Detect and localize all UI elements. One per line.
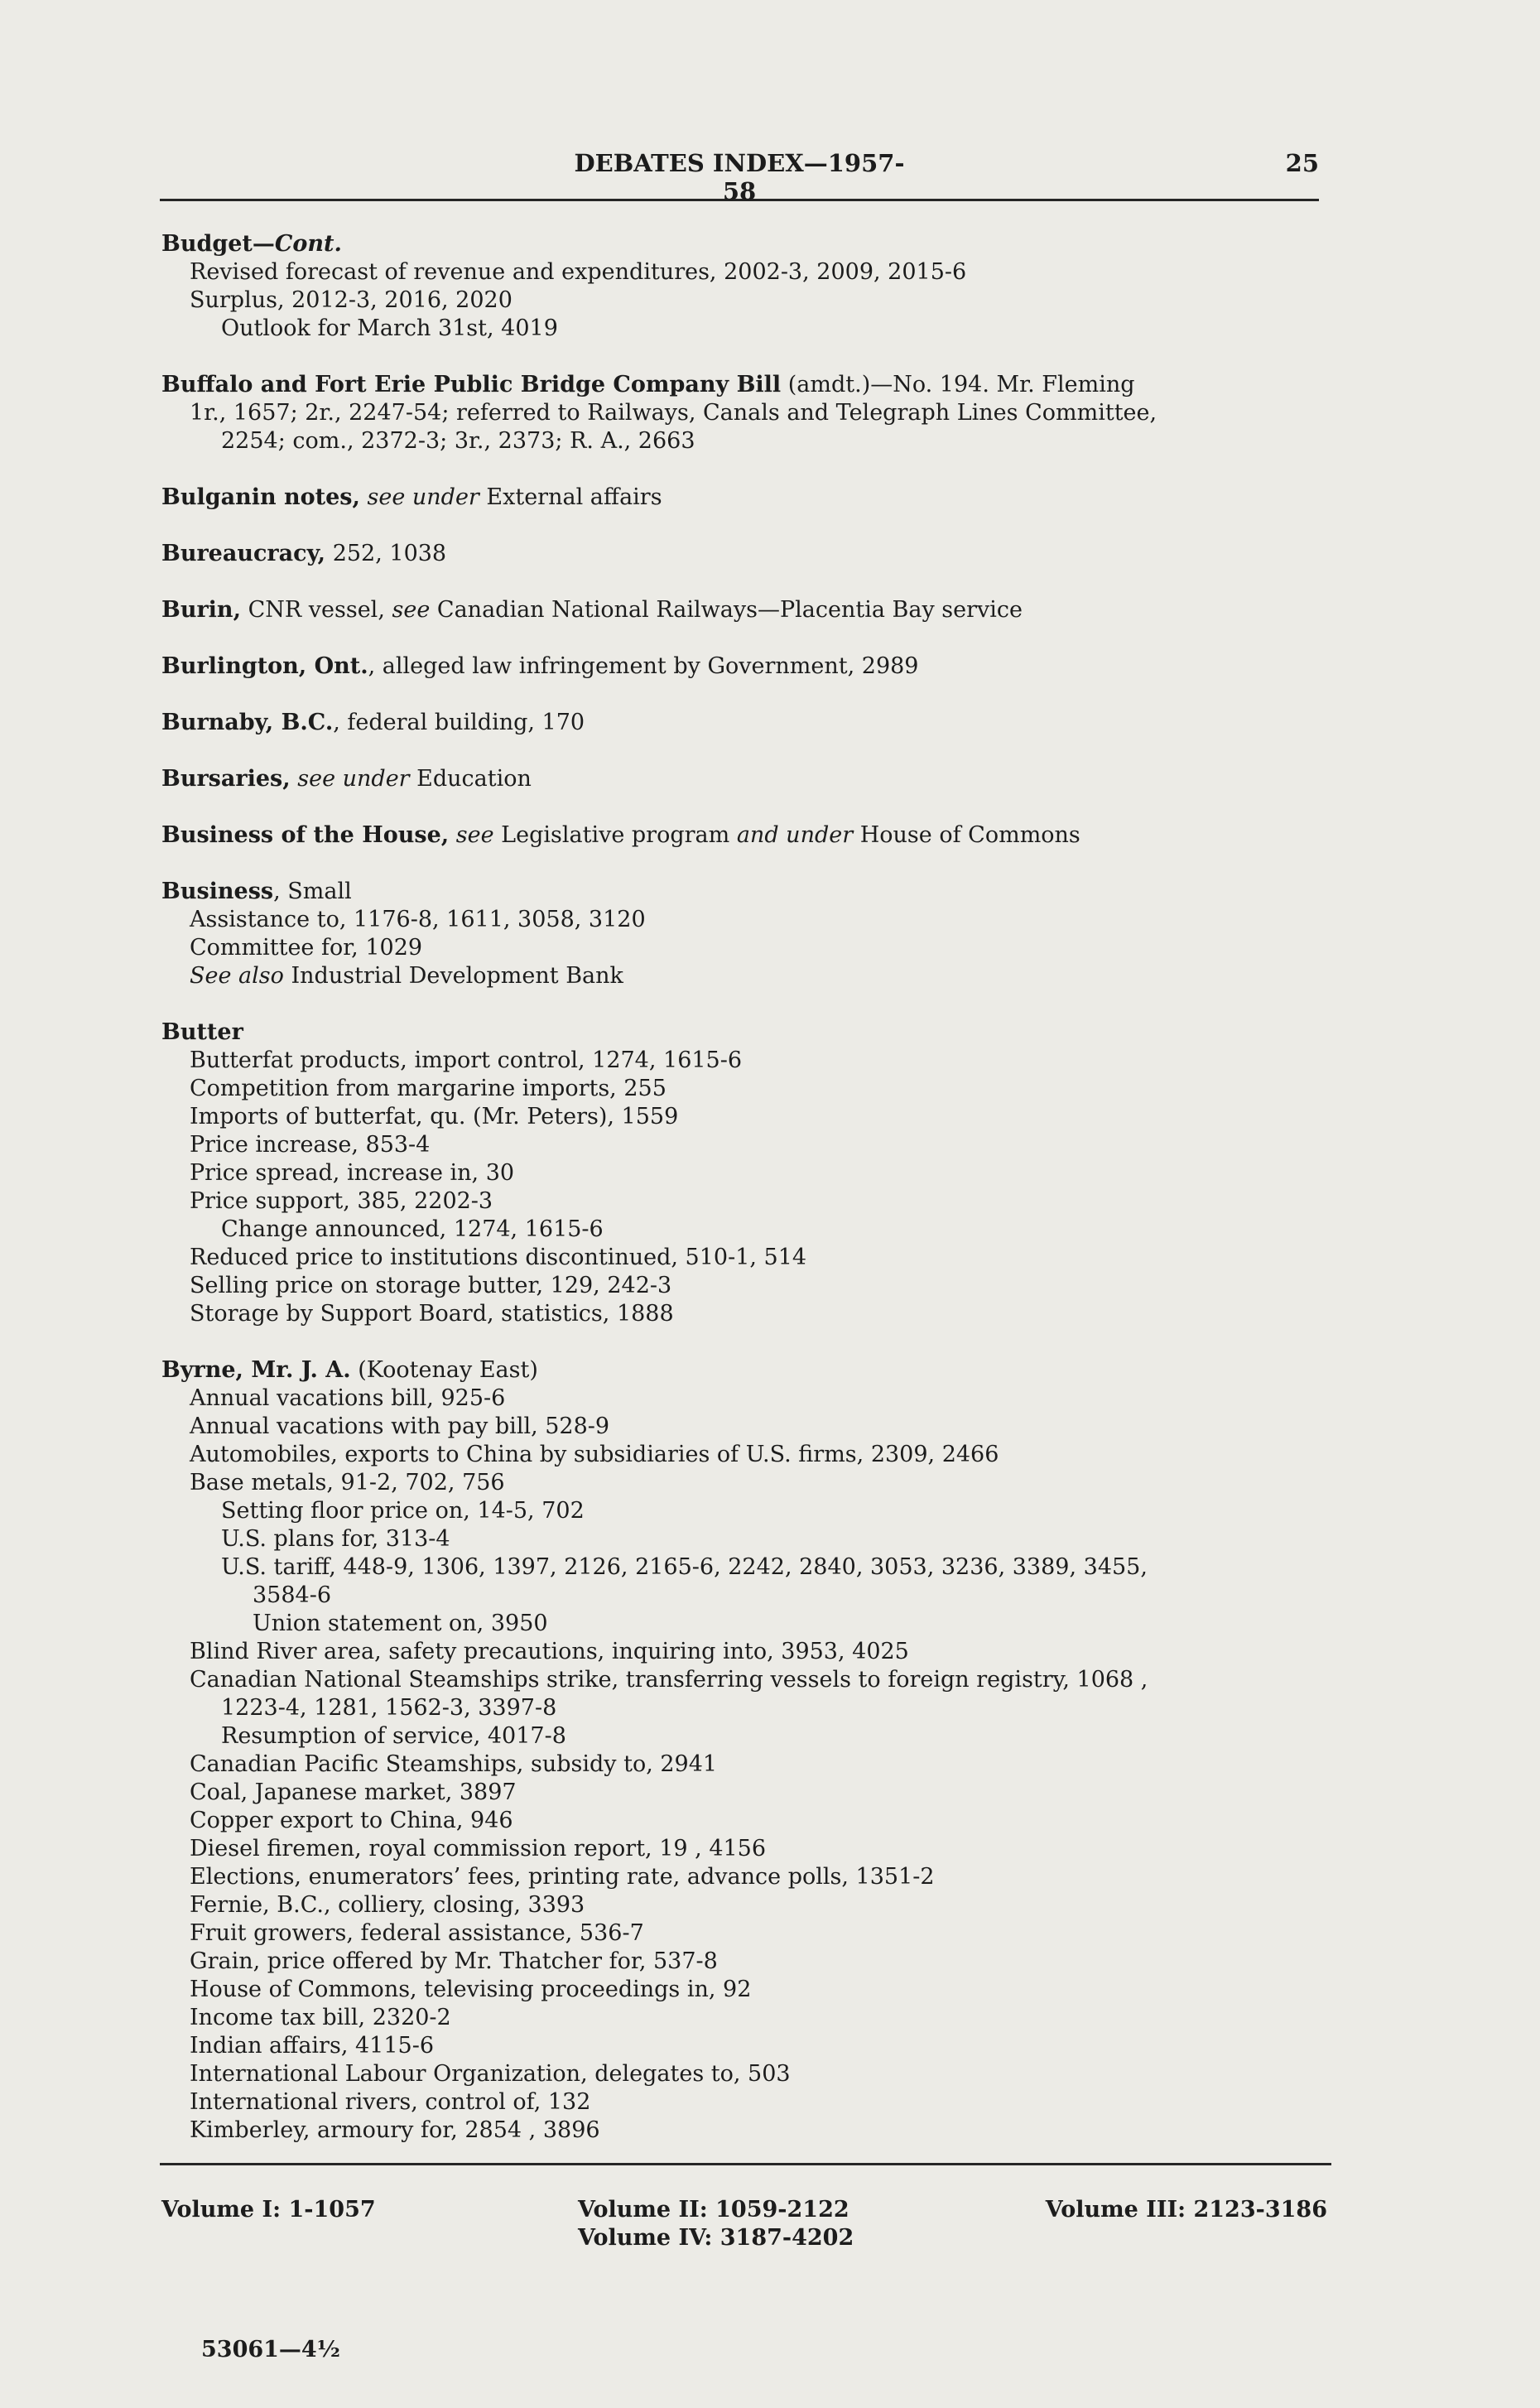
volume-4-range: Volume IV: 3187-4202: [578, 2225, 854, 2251]
entry-burnaby: [161, 709, 1337, 737]
see-ref: see under: [297, 766, 410, 792]
sub-subentry: Outlook for March 31st, 4019: [221, 315, 558, 341]
subentry: Kimberley, armoury for, 2854 , 3896: [190, 2117, 600, 2143]
subentry: Coal, Japanese market, 3897: [190, 1780, 517, 1805]
entry-bureaucracy: [161, 540, 1337, 568]
subentry: House of Commons, televising proceedings in, 92: [190, 1977, 752, 2002]
subentry: Competition from margarine imports, 255: [190, 1076, 667, 1101]
entry-heading: Budget—: [161, 231, 275, 257]
subentry: Fernie, B.C., colliery, closing, 3393: [190, 1892, 585, 1918]
subentry: Price support, 385, 2202-3: [190, 1188, 493, 1214]
cross-ref: Industrial Development Bank: [291, 963, 623, 989]
see-ref: and under: [736, 822, 854, 848]
cross-ref: Legislative program: [501, 822, 730, 848]
entry-detail: , Small: [273, 879, 352, 904]
entry-bulganin: [161, 484, 1337, 512]
volume-1-range: Volume I: 1-1057: [161, 2197, 376, 2223]
cont-label: Cont.: [274, 231, 342, 257]
entry-detail: (Kootenay East): [350, 1357, 538, 1383]
sub-subentry: U.S. plans for, 313-4: [221, 1526, 450, 1552]
see-ref: See also: [190, 963, 284, 989]
page-header: [160, 141, 1319, 205]
subentry: Canadian Pacific Steamships, subsidy to, 2941: [190, 1751, 718, 1777]
subentry: Reduced price to institutions discontinued, 510-1, 514: [190, 1245, 807, 1270]
sub-sub-subentry: Union statement on, 3950: [253, 1611, 548, 1636]
entry-heading: Burlington, Ont.: [161, 653, 368, 679]
subentry: 1223-4, 1281, 1562-3, 3397-8: [221, 1695, 557, 1721]
entry-heading: Business of the House,: [161, 822, 450, 848]
subentry: Imports of butterfat, qu. (Mr. Peters), 1559: [190, 1104, 679, 1129]
subentry: Elections, enumerators’ fees, printing rate, advance polls, 1351-2: [190, 1864, 935, 1890]
subentry: Committee for, 1029: [190, 935, 423, 961]
entry-business-small: [161, 878, 1337, 990]
subentry: Price increase, 853-4: [190, 1132, 431, 1158]
volume-footer: [161, 2196, 1337, 2262]
page-refs: 252, 1038: [332, 541, 447, 566]
subentry: Storage by Support Board, statistics, 1888: [190, 1301, 674, 1327]
cross-ref: Canadian National Railways—Placentia Bay service: [436, 597, 1023, 623]
subentry: Butterfat products, import control, 1274, 1615-6: [190, 1047, 743, 1073]
entry-business-of-the-house: [161, 821, 1337, 850]
subentry: Blind River area, safety precautions, inquiring into, 3953, 4025: [190, 1639, 909, 1664]
subentry: Income tax bill, 2320-2: [190, 2005, 451, 2030]
header-title: DEBATES INDEX—1957-58: [574, 149, 905, 205]
entry-heading: Byrne, Mr. J. A.: [161, 1357, 351, 1383]
subentry: Annual vacations bill, 925-6: [190, 1385, 506, 1411]
see-ref: see: [392, 597, 431, 623]
index-content: [161, 230, 1337, 2173]
sub-subentry: Setting floor price on, 14-5, 702: [221, 1498, 585, 1524]
entry-buffalo-bridge-bill: [161, 371, 1337, 455]
sub-subentry: 3584-6: [253, 1582, 332, 1608]
subentry: Canadian National Steamships strike, transferring vessels to foreign registry, 1068 ,: [190, 1667, 1148, 1693]
volume-3-range: Volume III: 2123-3186: [1045, 2197, 1327, 2223]
entry-heading: Bursaries,: [161, 766, 291, 792]
subentry: Revised forecast of revenue and expenditures, 2002-3, 2009, 2015-6: [190, 259, 967, 285]
subentry: Annual vacations with pay bill, 528-9: [190, 1413, 610, 1439]
entry-detail: , alleged law infringement by Government, 2989: [368, 653, 919, 679]
entry-heading: Burin,: [161, 597, 241, 623]
entry-burlington: [161, 653, 1337, 681]
see-ref: see under: [367, 484, 479, 510]
entry-byrne: [161, 1356, 1337, 2145]
sub-subentry: Resumption of service, 4017-8: [221, 1723, 566, 1749]
entry-budget: [161, 230, 1337, 343]
subentry: International Labour Organization, delegates to, 503: [190, 2061, 791, 2087]
entry-burin: [161, 596, 1337, 624]
subentry: Price spread, increase in, 30: [190, 1160, 515, 1186]
footer-rule: [160, 2163, 1331, 2165]
see-also-line: [161, 962, 1337, 990]
entry-detail: 2254; com., 2372-3; 3r., 2373; R. A., 2663: [221, 428, 695, 454]
page-number: 25: [1285, 149, 1319, 177]
subentry: Automobiles, exports to China by subsidiaries of U.S. firms, 2309, 2466: [190, 1442, 999, 1467]
entry-heading: Burnaby, B.C.: [161, 710, 334, 735]
subentry: Copper export to China, 946: [190, 1808, 513, 1833]
subentry: Base metals, 91-2, 702, 756: [190, 1470, 505, 1495]
entry-detail: (amdt.)—No. 194. Mr. Fleming: [781, 372, 1135, 397]
subentry: Fruit growers, federal assistance, 536-7: [190, 1920, 644, 1946]
subentry: International rivers, control of, 132: [190, 2089, 591, 2115]
subentry: Selling price on storage butter, 129, 242-3: [190, 1273, 672, 1298]
sub-subentry: U.S. tariff, 448-9, 1306, 1397, 2126, 2165-6, 2242, 2840, 3053, 3236, 3389, 3455,: [221, 1554, 1148, 1580]
entry-detail: 1r., 1657; 2r., 2247-54; referred to Railways, Canals and Telegraph Lines Committee,: [190, 400, 1157, 426]
see-ref: see: [455, 822, 494, 848]
subentry: Grain, price offered by Mr. Thatcher for, 537-8: [190, 1948, 718, 1974]
subentry: Indian affairs, 4115-6: [190, 2033, 434, 2059]
subentry: Assistance to, 1176-8, 1611, 3058, 3120: [190, 907, 646, 932]
entry-heading: Buffalo and Fort Erie Public Bridge Company Bill: [161, 372, 782, 397]
entry-detail: CNR vessel,: [248, 597, 385, 623]
entry-heading: Bureaucracy,: [161, 541, 326, 566]
print-code: 53061—4½: [201, 2337, 340, 2362]
entry-detail: , federal building, 170: [333, 710, 585, 735]
entry-heading: Bulganin notes,: [161, 484, 360, 510]
subentry: Surplus, 2012-3, 2016, 2020: [190, 287, 513, 313]
entry-bursaries: [161, 765, 1337, 793]
subentry: Diesel firemen, royal commission report, 19 , 4156: [190, 1836, 767, 1861]
entry-heading: Butter: [161, 1019, 243, 1045]
cross-ref: Education: [416, 766, 532, 792]
entry-heading: Business: [161, 879, 274, 904]
cross-ref: House of Commons: [859, 822, 1080, 848]
cross-ref: External affairs: [486, 484, 662, 510]
entry-butter: [161, 1019, 1337, 1328]
volume-2-range: Volume II: 1059-2122: [578, 2197, 849, 2223]
sub-subentry: Change announced, 1274, 1615-6: [221, 1216, 604, 1242]
